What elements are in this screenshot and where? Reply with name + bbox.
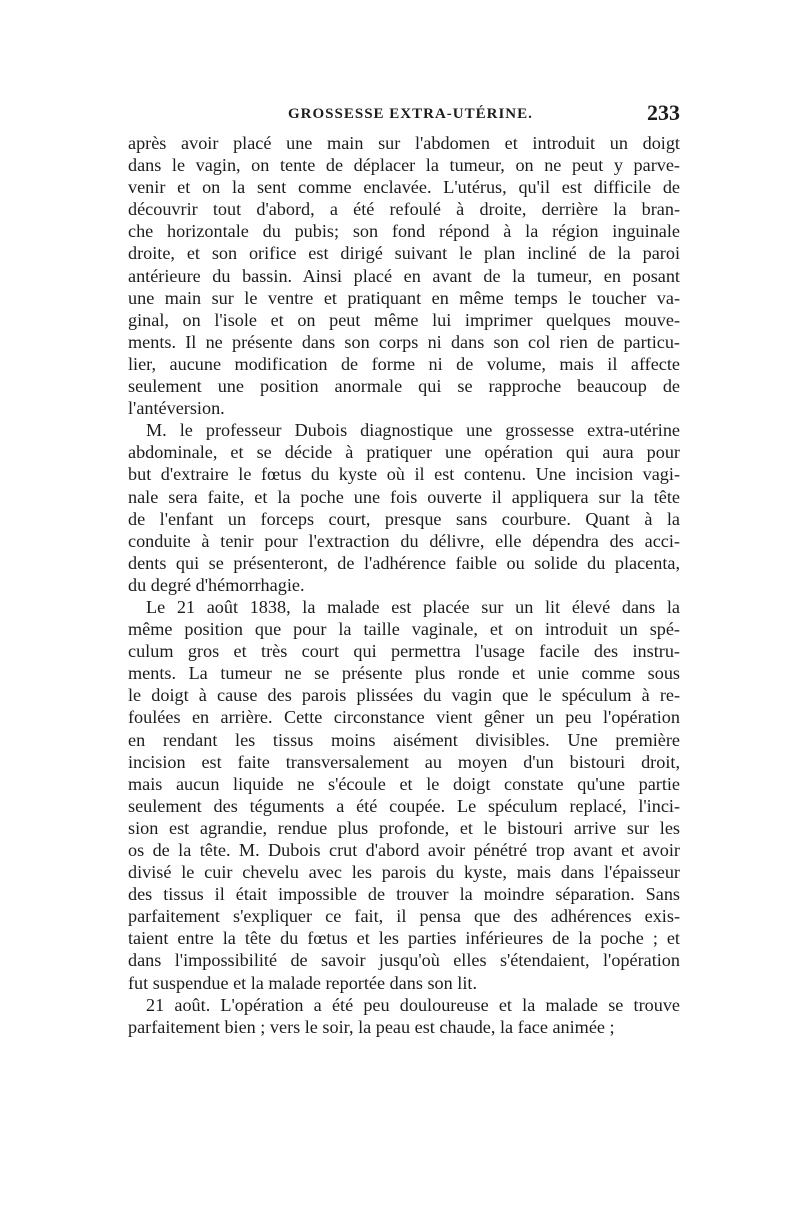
book-page [128, 98, 680, 1038]
text-line: en rendant les tissus moins aisément divisibles. Une première [128, 729, 680, 750]
page-header [128, 98, 680, 132]
paragraph [128, 596, 680, 994]
text-line: antérieure du bassin. Ainsi placé en avant de la tumeur, en posant [128, 265, 680, 286]
text-line: ginal, on l'isole et on peut même lui imprimer quelques mouve- [128, 309, 680, 330]
text-line: culum gros et très court qui permettra l'usage facile des instru- [128, 641, 680, 662]
text-line: M. le professeur Dubois diagnostique une grossesse extra-utérine [146, 420, 680, 441]
page-number: 233 [647, 100, 680, 125]
text-line: même position que pour la taille vaginale, et on introduit un spé- [128, 619, 680, 640]
text-line: taient entre la tête du fœtus et les parties inférieures de la poche ; et [128, 928, 680, 949]
text-line: après avoir placé une main sur l'abdomen et introduit un doigt [128, 133, 680, 153]
text-line: une main sur le ventre et pratiquant en même temps le toucher va- [128, 287, 680, 308]
text-line: ments. Il ne présente dans son corps ni dans son col rien de particu- [128, 331, 680, 352]
text-line: le doigt à cause des parois plissées du vagin que le spéculum à re- [128, 685, 680, 706]
text-line: droite, et son orifice est dirigé suivant le plan incliné de la paroi [128, 243, 680, 264]
text-line: dans le vagin, on tente de déplacer la tumeur, on ne peut y parve- [128, 155, 680, 176]
text-line: lier, aucune modification de forme ni de volume, mais il affecte [128, 353, 680, 374]
text-line: venir et on la sent comme enclavée. L'utérus, qu'il est difficile de [128, 177, 680, 198]
text-line: 21 août. L'opération a été peu douloureuse et la malade se trouve [146, 994, 680, 1015]
text-line: découvrir tout d'abord, a été refoulé à droite, derrière la bran- [128, 199, 680, 220]
text-line: che horizontale du pubis; son fond répond à la région inguinale [128, 221, 680, 242]
text-line: foulées en arrière. Cette circonstance vient gêner un peu l'opération [128, 707, 680, 728]
paragraph [128, 994, 680, 1038]
text-line: seulement des téguments a été coupée. Le spéculum replacé, l'inci- [128, 795, 680, 816]
text-line: fut suspendue et la malade reportée dans son lit. [128, 972, 477, 993]
text-line: parfaitement s'expliquer ce fait, il pensa que des adhérences exis- [128, 906, 680, 927]
text-line: nale sera faite, et la poche une fois ouverte il appliquera sur la tête [128, 486, 680, 507]
text-line: but d'extraire le fœtus du kyste où il est contenu. Une incision vagi- [128, 464, 680, 485]
text-line: l'antéversion. [128, 398, 225, 419]
text-line: sion est agrandie, rendue plus profonde, et le bistouri arrive sur les [128, 817, 680, 838]
text-line: dans l'impossibilité de savoir jusqu'où elles s'étendaient, l'opération [128, 950, 680, 971]
text-line: divisé le cuir chevelu avec les parois du kyste, mais dans l'épaisseur [128, 862, 680, 883]
text-line: incision est faite transversalement au moyen d'un bistouri droit, [128, 751, 680, 772]
body-text [128, 132, 680, 1038]
text-line: mais aucun liquide ne s'écoule et le doigt constate qu'une partie [128, 773, 680, 794]
text-line: parfaitement bien ; vers le soir, la peau est chaude, la face animée ; [128, 1016, 615, 1037]
paragraph [128, 419, 680, 596]
text-line: dents qui se présenteront, de l'adhérence faible ou solide du placenta, [128, 552, 680, 573]
text-line: du degré d'hémorrhagie. [128, 574, 305, 595]
paragraph [128, 132, 680, 419]
text-line: ments. La tumeur ne se présente plus ronde et unie comme sous [128, 663, 680, 684]
text-line: de l'enfant un forceps court, presque sans courbure. Quant à la [128, 508, 680, 529]
text-line: os de la tête. M. Dubois crut d'abord avoir pénétré trop avant et avoir [128, 840, 680, 860]
text-line: Le 21 août 1838, la malade est placée sur un lit élevé dans la [146, 596, 680, 617]
running-title: GROSSESSE EXTRA-UTÉRINE. [288, 106, 533, 122]
text-line: abdominale, et se décide à pratiquer une opération qui aura pour [128, 442, 680, 463]
text-line: conduite à tenir pour l'extraction du délivre, elle dépendra des acci- [128, 530, 680, 551]
text-line: des tissus il était impossible de trouver la moindre séparation. Sans [128, 884, 680, 905]
text-line: seulement une position anormale qui se rapproche beaucoup de [128, 376, 680, 397]
